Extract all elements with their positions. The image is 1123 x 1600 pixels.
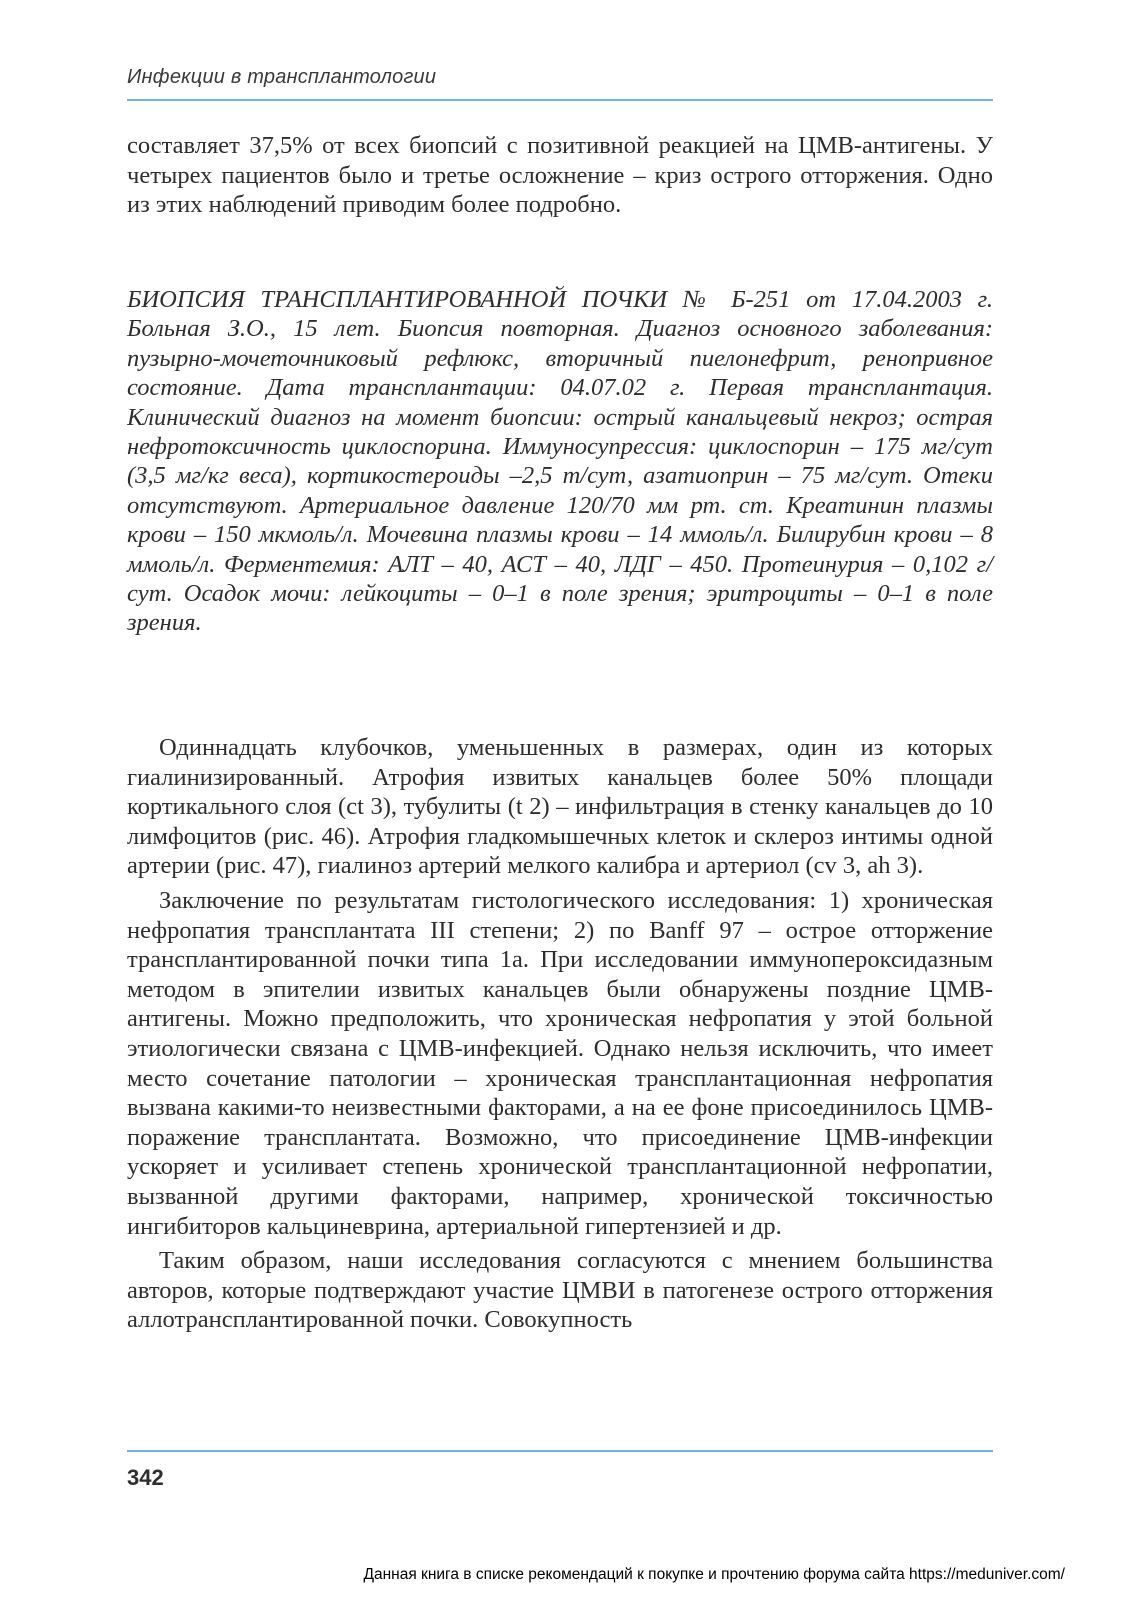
page-number: 342 [127,1465,164,1490]
footer-divider [127,1450,993,1452]
footer-note: Данная книга в списке рекомендаций к покупке и прочтению форума сайта https://meduniver.com/ [363,1566,1065,1583]
biopsy-text: БИОПСИЯ ТРАНСПЛАНТИРОВАННОЙ ПОЧКИ № Б-251 от 17.04.2003 г. Больная З.О., 15 лет. Биопсия повторная. Диагноз основного заболевания: пузырно-мочеточниковый рефлюкс, вторичный пиелонефрит, ренопривное состояние. Дата трансплантации: 04.07.02 г. Первая трансплантация. Клинический диагноз на момент биопсии: острый канальцевый некроз; острая нефротоксичность циклоспорина. Иммуносупрессия: циклоспорин – 175 мг/сут (3,5 мг/кг веса), кортикостероиды –2,5 т/сут, азатиоприн – 75 мг/сут. Отеки отсутствуют. Артериальное давление 120/70 мм рт. ст. Креатинин плазмы крови – 150 мкмоль/л. Мочевина плазмы крови – 14 ммоль/л. Билирубин крови – 8 ммоль/л. Ферментемия: АЛТ – 40, АСТ – 40, ЛДГ – 450. Протеинурия – 0,102 г/сут. Осадок мочи: лейкоциты – 0–1 в поле зрения; эритроциты – 0–1 в поле зрения. [127,286,993,637]
paragraph-summary: Таким образом, наши исследования согласуются с мнением большинства авторов, которые подтверждают участие ЦМВИ в патогенезе острого отторжения аллотрансплантированной почки. Совокупность [127,1247,993,1334]
intro-text: составляет 37,5% от всех биопсий с позитивной реакцией на ЦМВ-антигены. У четырех пациентов было и третье осложнение – криз острого отторжения. Одно из этих наблюдений приводим более подробно. [127,132,993,219]
biopsy-case-block [127,285,993,638]
running-title: Инфекции в трансплантологии [127,66,437,88]
main-text-block [127,733,993,1335]
paragraph-conclusion: Заключение по результатам гистологического исследования: 1) хроническая нефропатия трансплантата III степени; 2) по Banff 97 – острое отторжение трансплантированной почки типа 1а. При исследовании иммунопероксидазным методом в эпителии извитых канальцев были обнаружены поздние ЦМВ-антигены. Можно предположить, что хроническая нефропатия у этой больной этиологически связана с ЦМВ-инфекцией. Однако нельзя исключить, что имеет место сочетание патологии – хроническая трансплантационная нефропатия вызвана какими-то неизвестными факторами, а на ее фоне присоединилось ЦМВ-поражение трансплантата. Возможно, что присоединение ЦМВ-инфекции ускоряет и усиливает степень хронической трансплантационной нефропатии, вызванной другими факторами, например, хронической токсичностью ингибиторов кальциневрина, артериальной гипертензией и др. [127,886,993,1240]
header-divider [127,99,993,101]
paragraph-glomeruli: Одиннадцать клубочков, уменьшенных в размерах, один из которых гиалинизированный. Атрофия извитых канальцев более 50% площади кортикального слоя (ct 3), тубулиты (t 2) – инфильтрация в стенку канальцев до 10 лимфоцитов (рис. 46). Атрофия гладкомышечных клеток и склероз интимы одной артерии (рис. 47), гиалиноз артерий мелкого калибра и артериол (cv 3, ah 3). [127,734,993,880]
intro-paragraph [127,131,993,220]
